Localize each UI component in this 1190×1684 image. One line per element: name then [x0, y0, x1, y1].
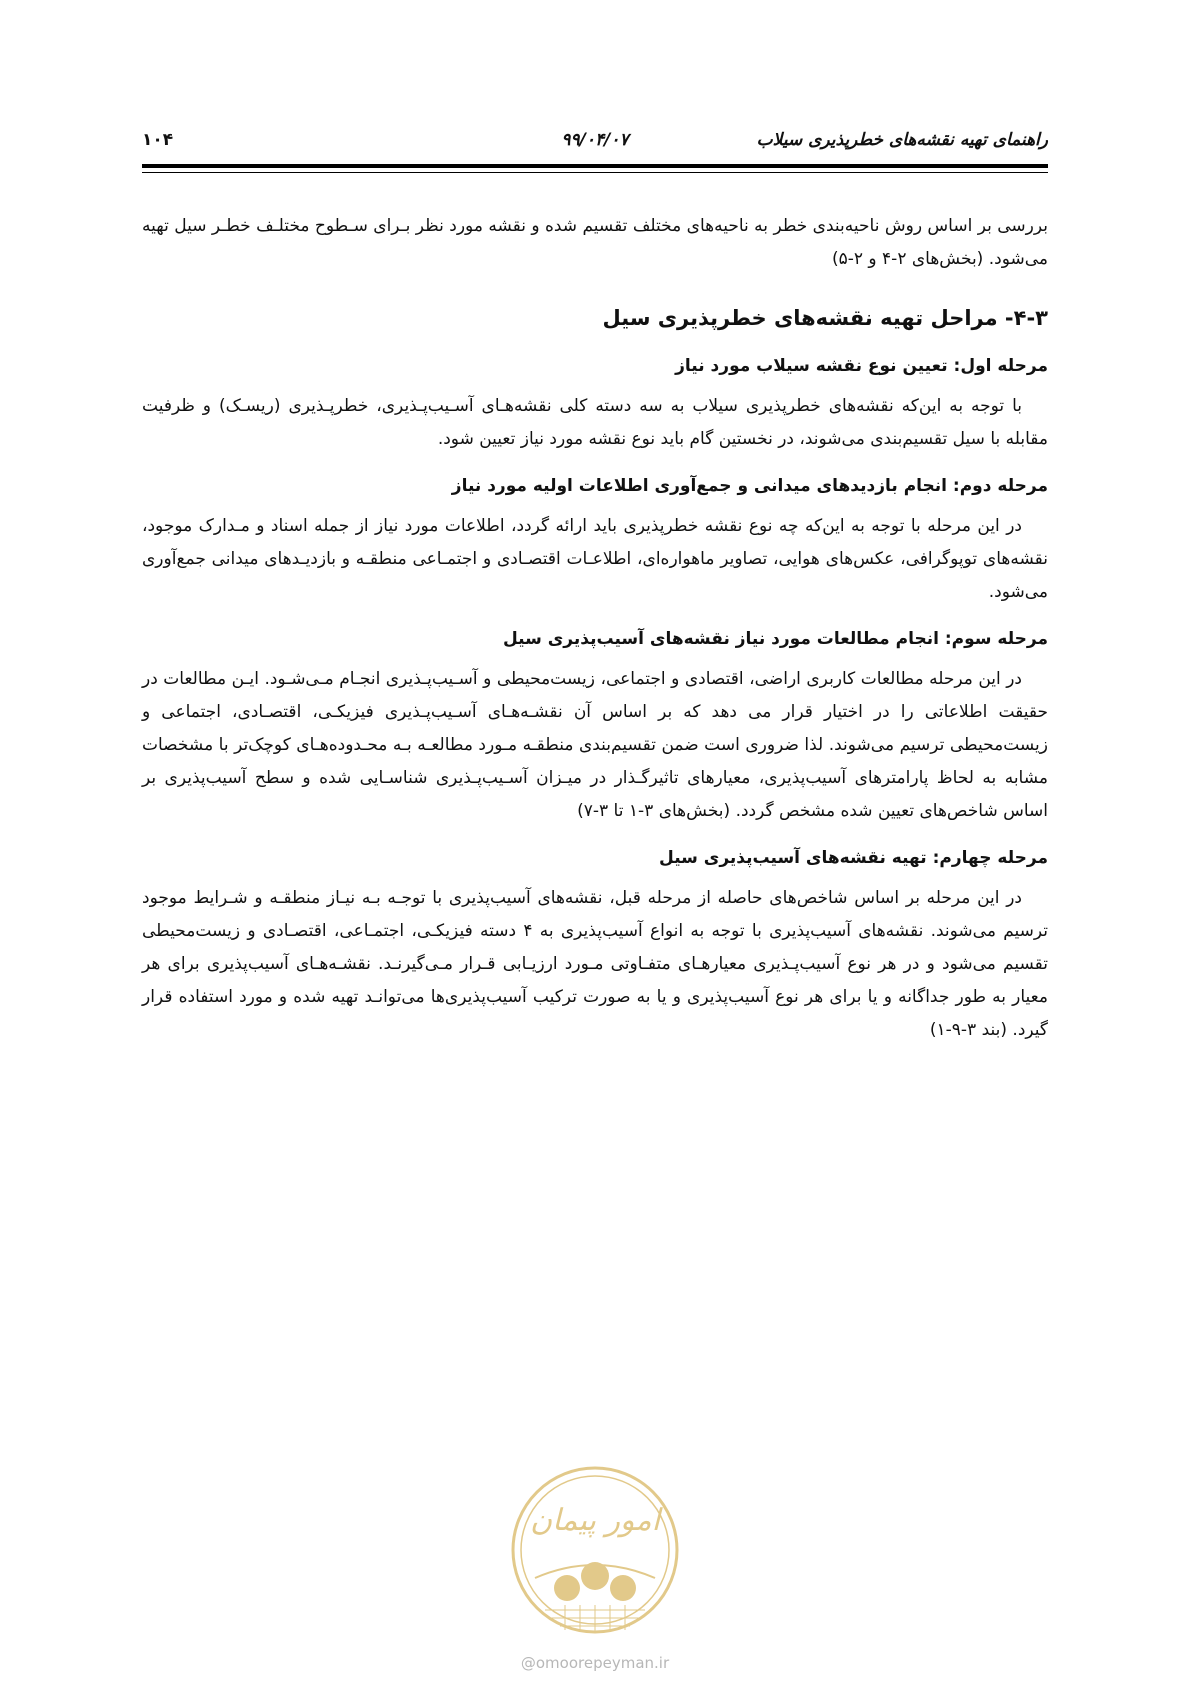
stage-3	[142, 629, 1048, 828]
stage-paragraph: در این مرحله با توجه به این‌که چه نوع نقشه خطرپذیری باید ارائه گردد، اطلاعات مورد نیاز از جمله اسناد و مـدارک موجود، نقشه‌های توپوگرافی، عکس‌های هوایی، تصاویر ماهواره‌ای، اطلاعـات اقتصـادی و اجتمـاعی منطقـه و بازدیـدهای میدانی جمع‌آوری می‌شود.	[142, 516, 1048, 602]
watermark-logo-graphic	[505, 1460, 685, 1640]
stage-paragraph: با توجه به این‌که نقشه‌های خطرپذیری سیلاب به سه دسته کلی نقشه‌هـای آسـیب‌پـذیری، خطرپـذیری (ریسـک) و ظرفیت مقابله با سیل تقسیم‌بندی می‌شوند، در نخستین گام باید نوع نقشه مورد نیاز تعیین شود.	[142, 396, 1048, 449]
stage-paragraph: در این مرحله مطالعات کاربری اراضی، اقتصادی و اجتماعی، زیست‌محیطی و آسـیب‌پـذیری انجـام مـی‌شـود. ایـن مطالعات در حقیقت اطلاعاتی را در اختیار قرار می دهد که بر اساس آن نقشـه‌هـای آسـیب‌پـذیری فیزیکـی، اقتصـادی، اجتماعی و زیست‌محیطی ترسیم می‌شوند. لذا ضروری است ضمن تقسیم‌بندی منطقـه مـورد مطالعـه بـه محـدوده‌هـای کوچک‌تر با مشخصات مشابه به لحاظ پارامترهای آسیب‌پذیری، معیارهای تاثیرگـذار در میـزان آسـیب‌پـذیری شناسـایی شده و سطح آسیب‌پذیری بر اساس شاخص‌های تعیین شده مشخص گردد. (بخش‌های ۳-۱ تا ۳-۷)	[142, 669, 1048, 821]
footer-url: @omoorepeyman.ir	[520, 1654, 670, 1672]
header-date: ۹۹/۰۴/۰۷	[561, 130, 629, 150]
stage-4	[142, 848, 1048, 1047]
stage-title: مرحله سوم: انجام مطالعات مورد نیاز نقشه‌های آسیب‌پذیری سیل	[502, 629, 1048, 649]
section-heading: ۴-۳- مراحل تهیه نقشه‌های خطرپذیری سیل	[602, 306, 1048, 330]
stage-2	[142, 476, 1048, 609]
watermark-logo	[505, 1460, 685, 1640]
stage-1	[142, 356, 1048, 456]
stage-title: مرحله دوم: انجام بازدیدهای میدانی و جمع‌آوری اطلاعات اولیه مورد نیاز	[451, 476, 1048, 496]
intro-paragraph: بررسی بر اساس روش ناحیه‌بندی خطر به ناحیه‌های مختلف تقسیم شده و نقشه مورد نظر بـرای سـطوح مختلـف خطـر سیل تهیه می‌شود. (بخش‌های ۲-۴ و ۲-۵)	[142, 216, 1048, 269]
header-title: راهنمای تهیه نقشه‌های خطرپذیری سیلاب	[756, 130, 1048, 150]
stage-title: مرحله اول: تعیین نوع نقشه سیلاب مورد نیاز	[675, 356, 1048, 376]
stage-paragraph: در این مرحله بر اساس شاخص‌های حاصله از مرحله قبل، نقشه‌های آسیب‌پذیری با توجـه بـه نیـاز منطقـه و شـرایط موجود ترسیم می‌شوند. نقشه‌های آسیب‌پذیری با توجه به انواع آسیب‌پذیری به ۴ دسته فیزیکـی، اجتمـاعی، اقتصـادی و زیست‌محیطی تقسیم می‌شود و در هر نوع آسیب‌پـذیری معیارهـای متفـاوتی مـورد ارزیـابی قـرار مـی‌گیرنـد. نقشـه‌هـای آسیب‌پذیری برای هر معیار به طور جداگانه و یا برای هر نوع آسیب‌پذیری و یا به صورت ترکیب آسیب‌پذیری‌ها می‌توانـد تهیه شده و مورد استفاده قرار گیرد. (بند ۳-۹-۱)	[142, 888, 1049, 1040]
page-number: ۱۰۴	[142, 130, 174, 150]
watermark-logo-text: امور پیمان	[530, 1503, 660, 1538]
header-rule-thick	[142, 164, 1048, 168]
page-header	[142, 122, 1048, 172]
page-body	[142, 210, 1048, 1067]
stage-title: مرحله چهارم: تهیه نقشه‌های آسیب‌پذیری سیل	[659, 848, 1048, 868]
header-rule-thin	[142, 172, 1048, 173]
